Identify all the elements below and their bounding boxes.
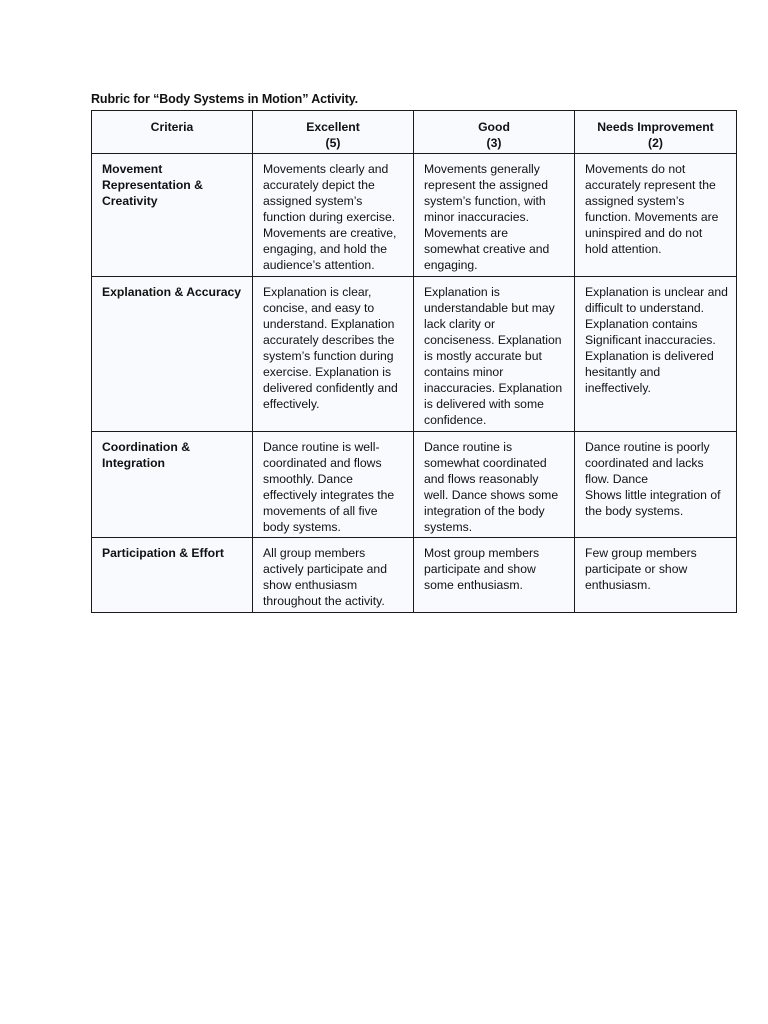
criterion-cell: Explanation & Accuracy — [92, 277, 253, 432]
excellent-cell: Explanation is clear, concise, and easy to understand. Explanation accurately describes the system’s function during exercise. Explanation is delivered confidently and effectively. — [253, 277, 414, 432]
excellent-cell: Movements clearly and accurately depict the assigned system’s function during exercise. Movements are creative, engaging, and hold the audience’s attention. — [253, 154, 414, 277]
table-row — [92, 538, 737, 613]
header-level-label: Excellent — [306, 120, 360, 134]
document-title: Rubric for “Body Systems in Motion” Activity. — [91, 92, 359, 106]
excellent-cell: All group members actively participate and show enthusiasm throughout the activity. — [253, 538, 414, 613]
criterion-cell: Participation & Effort — [92, 538, 253, 613]
table-row — [92, 277, 737, 432]
table-row — [92, 432, 737, 538]
needs-improvement-cell: Movements do not accurately represent the assigned system’s function. Movements are uninspired and do not hold attention. — [575, 154, 737, 277]
header-needs-improvement — [575, 111, 737, 154]
excellent-cell: Dance routine is well-coordinated and flows smoothly. Dance effectively integrates the movements of all five body systems. — [253, 432, 414, 538]
header-level-score: (5) — [325, 136, 341, 150]
header-level-label: Needs Improvement — [597, 120, 714, 134]
rubric-table — [91, 110, 737, 613]
good-cell: Movements generally represent the assigned system’s function, with minor inaccuracies. Movements are somewhat creative and engaging. — [414, 154, 575, 277]
good-cell: Explanation is understandable but may lack clarity or conciseness. Explanation is mostly accurate but contains minor inaccuracies. Explanation is delivered with some confidence. — [414, 277, 575, 432]
header-criteria-label: Criteria — [150, 120, 194, 134]
header-level-label: Good — [478, 120, 510, 134]
table-header-row — [92, 111, 737, 154]
header-level-score: (3) — [486, 136, 502, 150]
header-level-score: (2) — [648, 136, 663, 150]
table-row — [92, 154, 737, 277]
header-criteria — [92, 111, 253, 154]
needs-improvement-cell: Explanation is unclear and difficult to understand. Explanation contains Significant inaccuracies. Explanation is delivered hesitantly and ineffectively. — [575, 277, 737, 432]
criterion-cell: Movement Representation & Creativity — [92, 154, 253, 277]
needs-improvement-cell: Dance routine is poorly coordinated and lacks flow. Dance Shows little integration of the body systems. — [575, 432, 737, 538]
needs-improvement-cell: Few group members participate or show enthusiasm. — [575, 538, 737, 613]
good-cell: Dance routine is somewhat coordinated and flows reasonably well. Dance shows some integration of the body systems. — [414, 432, 575, 538]
header-excellent — [253, 111, 414, 154]
criterion-cell: Coordination & Integration — [92, 432, 253, 538]
header-good — [414, 111, 575, 154]
good-cell: Most group members participate and show some enthusiasm. — [414, 538, 575, 613]
